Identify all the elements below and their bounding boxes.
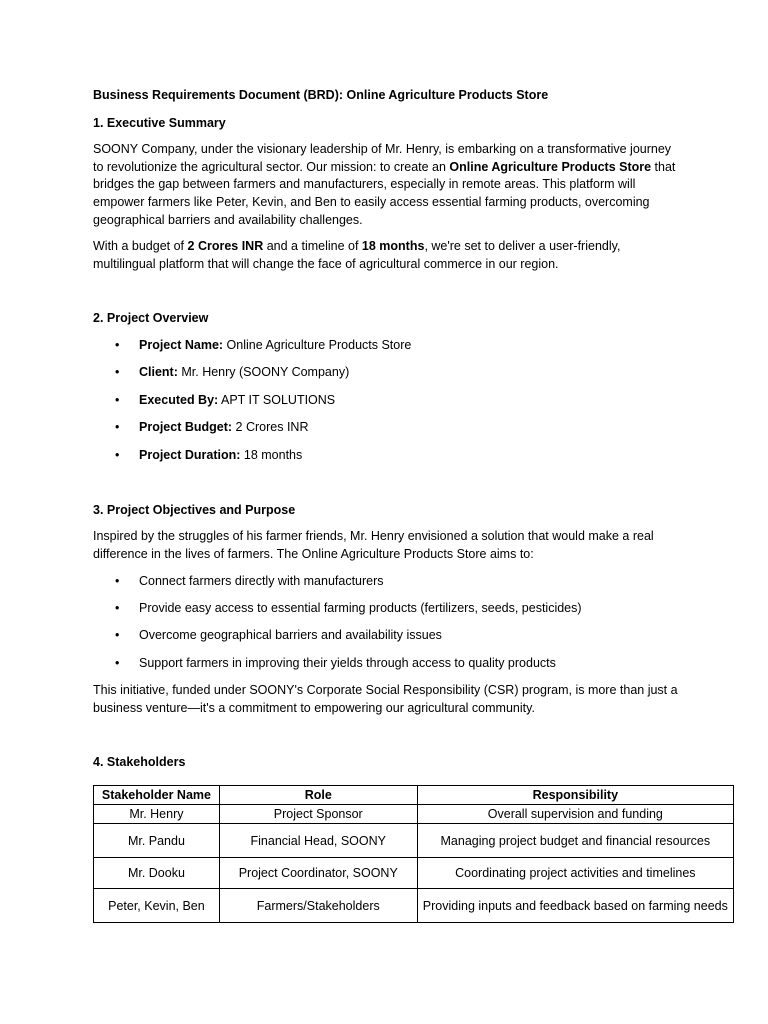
list-item [93,337,693,355]
stakeholders-table [93,785,734,923]
section-heading-stakeholders: 4. Stakeholders [93,755,186,770]
table-row [94,805,734,824]
list-item-label: Executed By: [139,392,219,407]
bullet-icon: • [115,655,120,670]
table-cell: Mr. Pandu [94,824,220,858]
list-item-value: APT IT SOLUTIONS [218,392,336,407]
bullet-icon: • [115,420,120,435]
list-item-label: Project Name: [139,337,224,352]
list-item [93,419,693,437]
table-cell: Financial Head, SOONY [219,824,417,858]
list-item [93,364,693,382]
document-title: Business Requirements Document (BRD): Online Agriculture Products Store [93,88,549,102]
list-item-label: Project Budget: [139,420,233,435]
list-item-label: Project Duration: [139,447,241,462]
column-header-stakeholder-name: Stakeholder Name [94,786,220,805]
bold-run: 18 months [361,239,425,254]
list-item [93,392,693,410]
text-run: , we're set to deliver a user-friendly, multilingual platform that will change the face of agricultural commerce in our region. [93,239,621,271]
list-item-text: Support farmers in improving their yields through access to quality products [139,655,556,670]
text-run: SOONY Company, under the visionary leadership of Mr. Henry, is embarking on a transformative journey to revolutionize the agricultural sector. Our mission: to create an [93,142,672,174]
bold-run: Online Agriculture Products Store [449,159,652,174]
column-header-role: Role [219,786,417,805]
table-cell: Overall supervision and funding [417,805,733,824]
list-item [93,447,693,465]
table-row [94,858,734,889]
bullet-icon: • [115,447,120,462]
text-run: With a budget of [93,239,188,254]
list-item [93,573,693,591]
list-item-value: Online Agriculture Products Store [223,337,412,352]
table-row [94,824,734,858]
table-header-row [94,786,734,805]
bold-run: 2 Crores INR [187,239,264,254]
bullet-icon: • [115,601,120,616]
list-item [93,655,693,673]
table-cell: Peter, Kevin, Ben [94,889,220,923]
bullet-icon: • [115,628,120,643]
section-heading-objectives: 3. Project Objectives and Purpose [93,502,296,517]
document-body [93,87,693,781]
objectives-intro: Inspired by the struggles of his farmer friends, Mr. Henry envisioned a solution that would make a real difference in the lives of farmers. The Online Agriculture Products Store aims to: [93,529,654,562]
text-run: that bridges the gap between farmers and manufacturers, especially in remote areas. This platform will empower farmers like Peter, Kevin, and Ben to easily access essential farming products, overcoming geographical barriers and availability challenges. [93,159,676,227]
objectives-outro: This initiative, funded under SOONY's Corporate Social Responsibility (CSR) program, is more than just a business venture—it's a commitment to empowering our agricultural community. [93,683,678,715]
list-item-label: Client: [139,365,178,380]
project-overview-list [93,337,693,464]
executive-summary-paragraph-2 [93,238,683,273]
list-item-value: 18 months [240,447,303,462]
bullet-icon: • [115,392,120,407]
list-item [93,627,693,645]
objectives-list [93,573,693,673]
bullet-icon: • [115,365,120,380]
table-cell: Providing inputs and feedback based on farming needs [417,889,733,923]
list-item [93,600,693,618]
table-row [94,889,734,923]
text-run: and a timeline of [263,239,362,254]
list-item-text: Provide easy access to essential farming products (fertilizers, seeds, pesticides) [139,601,582,616]
table-cell: Project Coordinator, SOONY [219,858,417,889]
bullet-icon: • [115,337,120,352]
column-header-responsibility: Responsibility [417,786,733,805]
bullet-icon: • [115,573,120,588]
table-cell: Project Sponsor [219,805,417,824]
executive-summary-paragraph-1 [93,141,683,229]
table-cell: Managing project budget and financial resources [417,824,733,858]
list-item-text: Connect farmers directly with manufacturers [139,573,384,588]
section-heading-executive-summary: 1. Executive Summary [93,115,226,130]
table-cell: Coordinating project activities and timelines [417,858,733,889]
list-item-value: 2 Crores INR [232,420,309,435]
table-cell: Farmers/Stakeholders [219,889,417,923]
table-cell: Mr. Henry [94,805,220,824]
list-item-text: Overcome geographical barriers and availability issues [139,628,442,643]
section-heading-project-overview: 2. Project Overview [93,311,209,326]
list-item-value: Mr. Henry (SOONY Company) [177,365,350,380]
table-cell: Mr. Dooku [94,858,220,889]
